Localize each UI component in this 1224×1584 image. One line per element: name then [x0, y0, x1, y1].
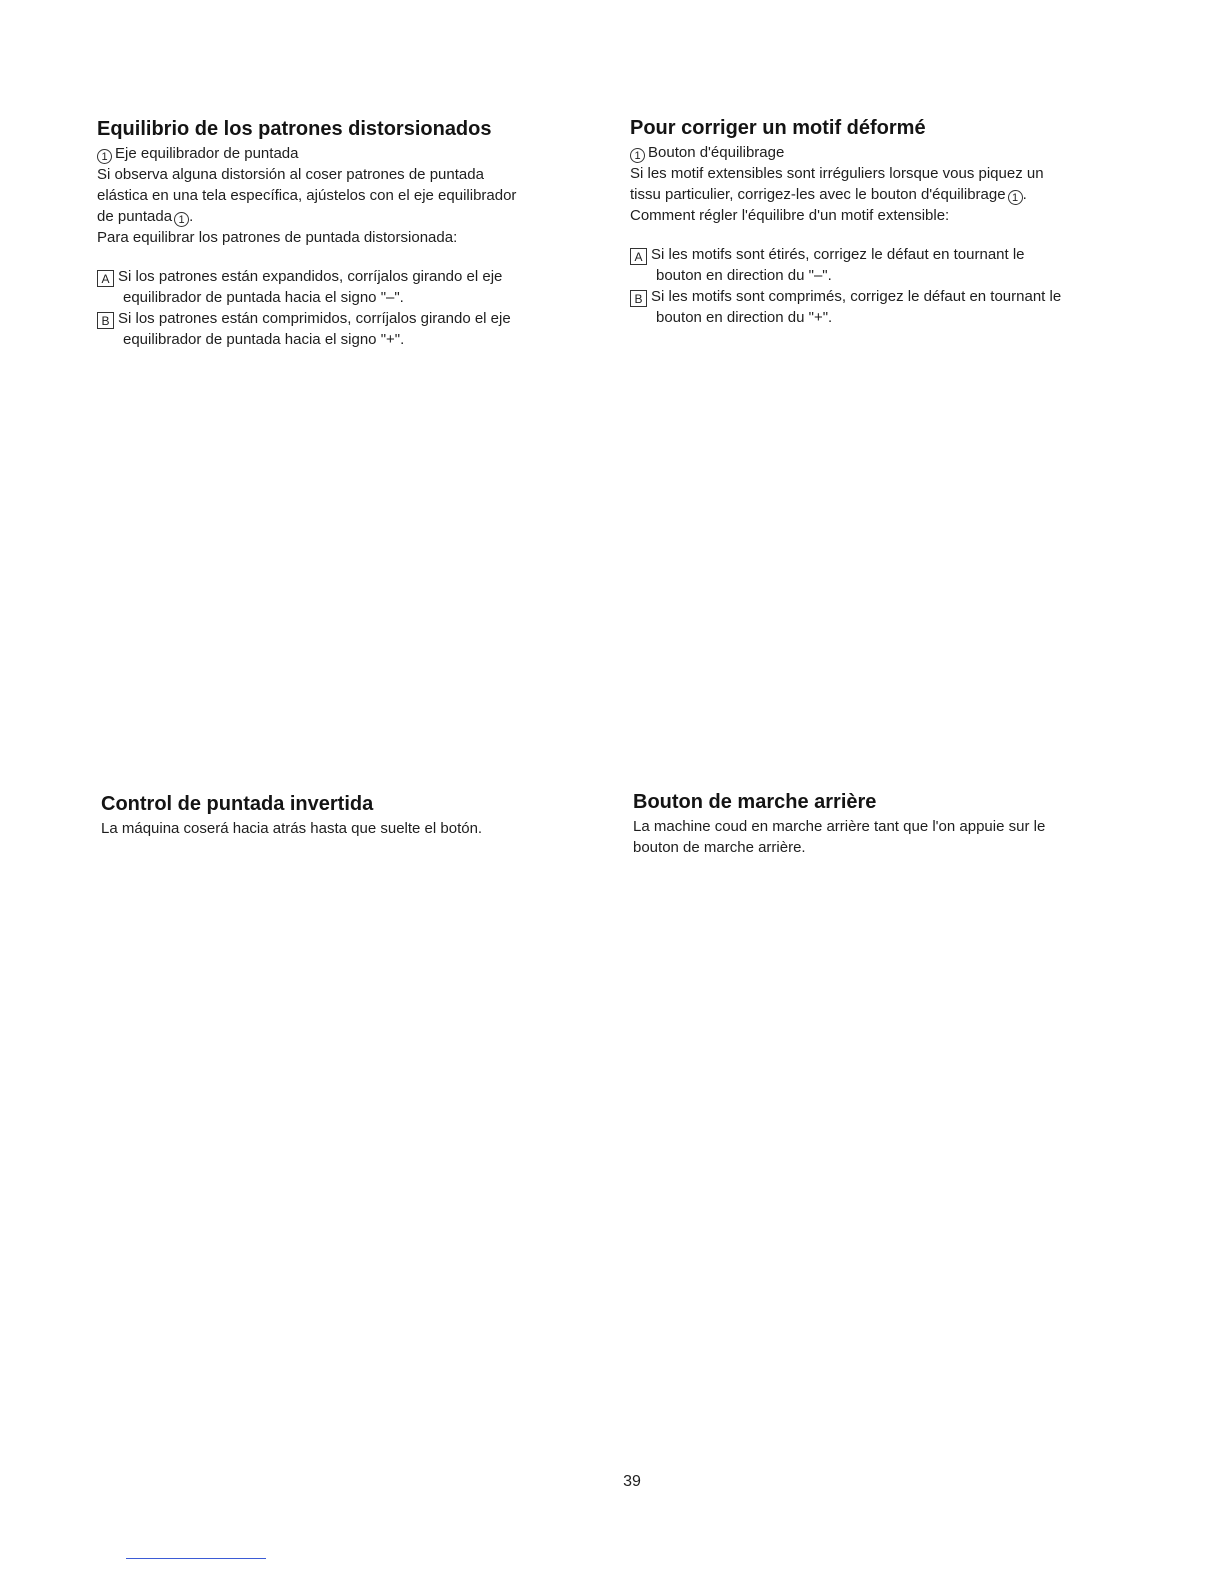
fr-reverse-heading: Bouton de marche arrière: [633, 791, 877, 813]
es-balance-heading: Equilibrio de los patrones distorsionados: [97, 118, 492, 140]
es-balance-legend-text: Eje equilibrador de puntada: [115, 145, 299, 162]
es-balance-item-b-line1: Si los patrones están comprimidos, corríjalos girando el eje: [118, 310, 511, 327]
fr-balance-legend-text: Bouton d'équilibrage: [648, 144, 785, 161]
fr-balance-legend: [630, 142, 1061, 163]
es-balance-para-line3-prefix: de puntada: [97, 208, 173, 225]
es-balance-para-line2: elástica en una tela específica, ajústelos con el eje equilibrador: [97, 187, 517, 204]
es-balance-item-a: [97, 266, 516, 308]
fr-balance-item-b: [630, 286, 1061, 328]
fr-balance-para-line1: Si les motif extensibles sont irréguliers lorsque vous piquez un: [630, 165, 1044, 182]
boxed-letter-b: B: [630, 290, 647, 307]
es-balance-para-line1: Si observa alguna distorsión al coser patrones de puntada: [97, 166, 484, 183]
fr-balance-para-line2-suffix: .: [1022, 186, 1027, 203]
footer-rule: [126, 1558, 266, 1559]
es-reverse-heading: Control de puntada invertida: [101, 793, 374, 815]
boxed-letter-a: A: [97, 270, 114, 287]
fr-balance-intro: Comment régler l'équilibre d'un motif extensible:: [630, 207, 950, 224]
fr-balance-item-a: [630, 244, 1061, 286]
es-balance-para-line3: [97, 206, 516, 227]
fr-balance-item-a-line1: Si les motifs sont étirés, corrigez le défaut en tournant le: [651, 246, 1025, 263]
es-reverse-text: La máquina coserá hacia atrás hasta que suelte el botón.: [101, 820, 483, 837]
circled-number-1: 1: [174, 212, 189, 227]
fr-balance-item-b-line1: Si les motifs sont comprimés, corrigez le défaut en tournant le: [651, 288, 1062, 305]
circled-number-1: 1: [97, 149, 112, 164]
fr-balance-section: [630, 116, 1061, 328]
boxed-letter-b: B: [97, 312, 114, 329]
fr-reverse-section: [633, 790, 1045, 858]
es-balance-item-b: [97, 308, 516, 350]
page-number: 39: [623, 1473, 641, 1490]
es-balance-item-a-line1: Si los patrones están expandidos, corríjalos girando el eje: [118, 268, 503, 285]
es-balance-intro: Para equilibrar los patrones de puntada distorsionada:: [97, 229, 458, 246]
fr-reverse-line1: La machine coud en marche arrière tant que l'on appuie sur le: [633, 818, 1046, 835]
es-balance-section: [97, 117, 516, 350]
fr-balance-para-line2-prefix: tissu particulier, corrigez-les avec le bouton d'équilibrage: [630, 186, 1006, 203]
fr-balance-item-a-line2: bouton en direction du "–".: [656, 267, 832, 284]
es-balance-item-b-line2: equilibrador de puntada hacia el signo "+".: [123, 331, 405, 348]
fr-balance-para-line2: [630, 184, 1061, 205]
es-balance-legend: [97, 143, 516, 164]
circled-number-1: 1: [630, 148, 645, 163]
fr-balance-item-b-line2: bouton en direction du "+".: [656, 309, 833, 326]
es-balance-item-a-line2: equilibrador de puntada hacia el signo "–".: [123, 289, 404, 306]
fr-balance-heading: Pour corriger un motif déformé: [630, 117, 926, 139]
boxed-letter-a: A: [630, 248, 647, 265]
circled-number-1: 1: [1008, 190, 1023, 205]
es-balance-para-line3-suffix: .: [189, 208, 194, 225]
es-reverse-section: [101, 792, 482, 839]
fr-reverse-line2: bouton de marche arrière.: [633, 839, 806, 856]
